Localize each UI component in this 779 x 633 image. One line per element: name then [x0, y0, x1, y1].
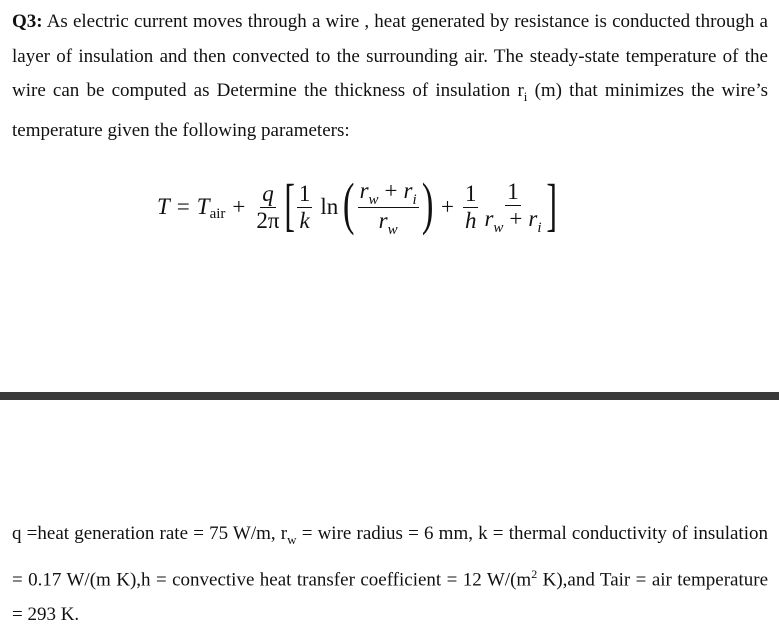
- rw-subscript: w: [287, 531, 297, 547]
- eq-equals: =: [176, 194, 190, 219]
- eq-i-sub-den2: i: [537, 220, 542, 236]
- eq-w-sub-num: w: [368, 191, 379, 208]
- question-body-end: (m) that minimizes the wire’s temperature given the following parameters:: [12, 80, 768, 142]
- eq-left-bracket: [: [283, 172, 295, 237]
- eq-plus-2: +: [440, 194, 454, 219]
- eq-one-c: 1: [507, 179, 519, 204]
- eq-rw-den2: r: [484, 206, 494, 231]
- eq-1-over-rw-plus-ri: [482, 180, 543, 234]
- eq-one-a: 1: [298, 180, 311, 206]
- m-squared-superscript: 2: [531, 567, 538, 582]
- eq-1-over-h: [463, 182, 479, 233]
- eq-w-sub-den: w: [387, 221, 398, 238]
- eq-rw-num: r: [359, 177, 369, 203]
- section-divider: [0, 392, 779, 400]
- eq-air-subscript: air: [209, 205, 226, 222]
- temperature-equation: [157, 172, 557, 242]
- eq-one-b: 1: [464, 180, 477, 206]
- params-part2: = wire radius = 6 mm, k = thermal conductivity of insulation = 0.17 W/(m K),h = convective heat transfer coefficient = 12 W/(m: [12, 523, 768, 591]
- eq-ln: ln: [320, 194, 339, 219]
- eq-rw-plus-ri-den: [482, 206, 543, 234]
- eq-log-argument: [358, 179, 419, 236]
- params-part1: q =heat generation rate = 75 W/m, r: [12, 523, 288, 544]
- ri-subscript: i: [523, 88, 528, 104]
- eq-rw-den: r: [378, 207, 388, 233]
- eq-T-air: T: [196, 194, 210, 219]
- eq-q-over-2pi: [254, 182, 281, 233]
- eq-left-paren: (: [343, 171, 355, 236]
- params-part3: K),and Tair = air temperature = 293 K.: [12, 569, 769, 626]
- eq-plus-inner: +: [384, 177, 398, 203]
- eq-ri-den2: r: [528, 206, 538, 231]
- eq-plus-den2: +: [509, 206, 523, 231]
- eq-ri-num: r: [403, 177, 413, 203]
- question-text: [12, 5, 768, 149]
- eq-k: k: [299, 207, 310, 233]
- eq-right-paren: ): [421, 171, 434, 236]
- eq-2pi: 2π: [256, 207, 280, 233]
- eq-T: T: [157, 194, 170, 219]
- eq-i-sub-num: i: [412, 191, 417, 208]
- eq-log-denominator: [377, 208, 400, 236]
- parameters-text: [12, 517, 768, 633]
- eq-log-numerator: [358, 179, 419, 208]
- eq-1-over-k: [297, 182, 313, 233]
- question-body: As electric current moves through a wire , heat generated by resistance is conducted through a layer of insulation and then convected to the surrounding air. The steady-state temperature of the wire can be computed as Determine the thickness of insulation r: [12, 11, 768, 101]
- eq-plus-1: +: [232, 194, 246, 219]
- eq-q: q: [262, 180, 274, 206]
- eq-right-bracket: ]: [545, 172, 557, 237]
- eq-w-sub-den2: w: [493, 220, 504, 236]
- question-label: Q3:: [12, 11, 43, 32]
- eq-h: h: [464, 207, 477, 233]
